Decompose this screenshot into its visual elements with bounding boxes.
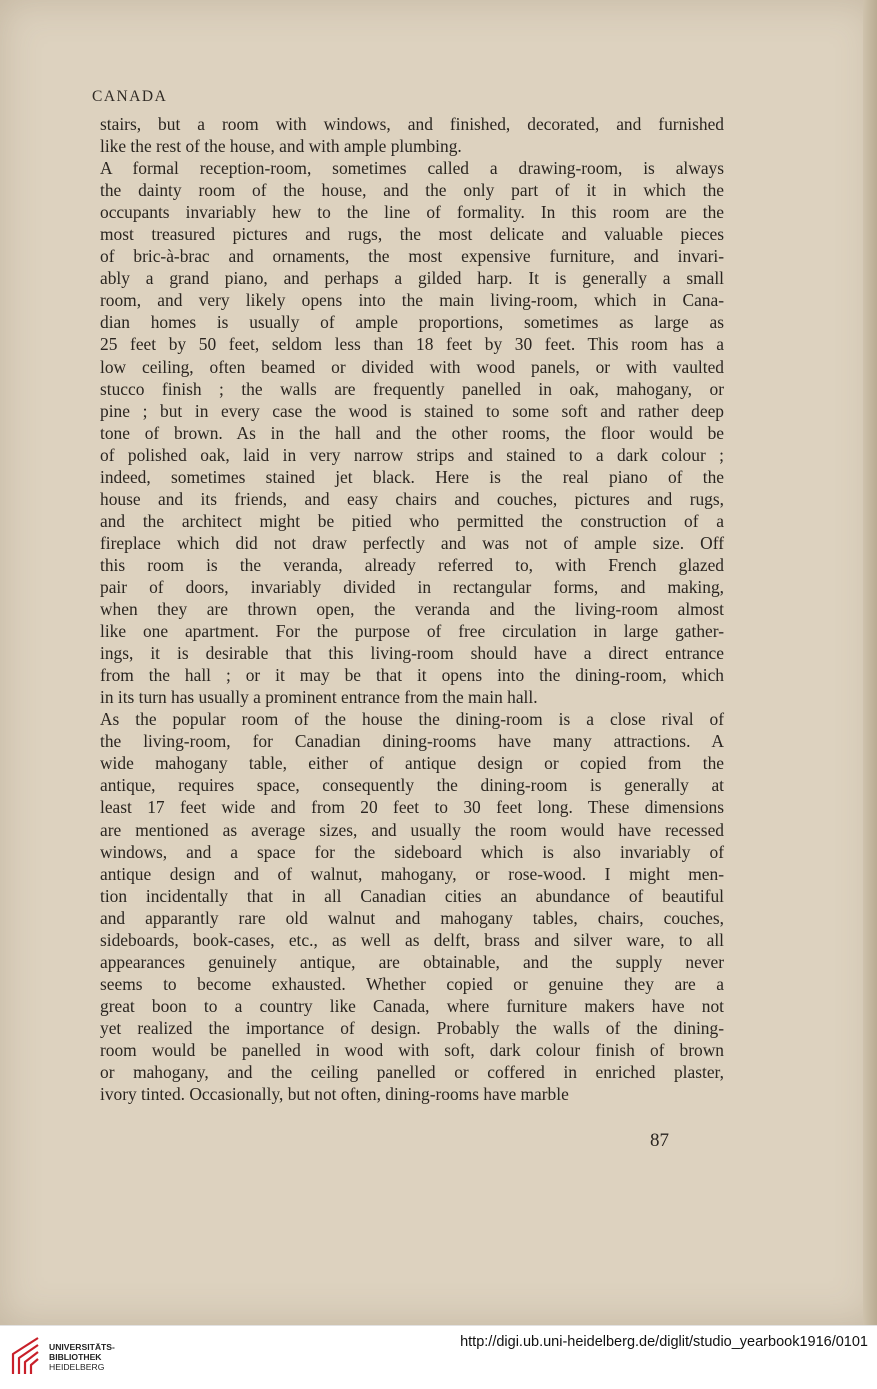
text-line: low ceiling, often beamed or divided with wood panels, or with vaulted <box>100 356 724 377</box>
text-line: of bric-à-brac and ornaments, the most expensive furniture, and invari- <box>100 246 724 267</box>
text-line: from the hall ; or it may be that it opens into the dining-room, which <box>100 665 724 686</box>
text-line: A formal reception-room, sometimes called a drawing-room, is always <box>100 158 724 179</box>
text-line: yet realized the importance of design. Probably the walls of the dining- <box>100 1017 724 1038</box>
text-line: occupants invariably hew to the line of formality. In this room are the <box>100 202 724 223</box>
text-line: pair of doors, invariably divided in rectangular forms, and making, <box>100 576 724 597</box>
running-head: CANADA <box>92 88 168 105</box>
text-line: ivory tinted. Occasionally, but not often, dining-rooms have marble <box>100 1084 569 1105</box>
text-line: in its turn has usually a prominent entrance from the main hall. <box>100 687 538 708</box>
text-line: of polished oak, laid in very narrow strips and stained to a dark colour ; <box>100 444 724 465</box>
text-line: fireplace which did not draw perfectly and was not of ample size. Off <box>100 532 724 553</box>
library-name-line2: BIBLIOTHEK <box>49 1351 102 1362</box>
text-line: antique, requires space, consequently the dining-room is generally at <box>100 775 724 796</box>
text-line: windows, and a space for the sideboard which is also invariably of <box>100 841 724 862</box>
text-line: the dainty room of the house, and the only part of it in which the <box>100 180 724 201</box>
text-line: the living-room, for Canadian dining-rooms have many attractions. A <box>100 731 724 752</box>
library-name-line3: HEIDELBERG <box>49 1361 105 1372</box>
text-line: are mentioned as average sizes, and usually the room would have recessed <box>100 819 724 840</box>
library-name <box>49 1343 115 1372</box>
text-line: sideboards, book-cases, etc., as well as delft, brass and silver ware, to all <box>100 929 724 950</box>
text-line: 25 feet by 50 feet, seldom less than 18 feet by 30 feet. This room has a <box>100 334 724 355</box>
text-line: great boon to a country like Canada, where furniture makers have not <box>100 995 724 1016</box>
text-line: As the popular room of the house the dining-room is a close rival of <box>100 709 724 730</box>
text-line: like one apartment. For the purpose of free circulation in large gather- <box>100 621 724 642</box>
text-line: stairs, but a room with windows, and finished, decorated, and furnished <box>100 114 724 134</box>
page-number: 87 <box>650 1130 669 1151</box>
text-line: most treasured pictures and rugs, the most delicate and valuable pieces <box>100 224 724 245</box>
text-line: and apparantly rare old walnut and mahogany tables, chairs, couches, <box>100 907 724 928</box>
body-text <box>100 113 724 1105</box>
text-line: wide mahogany table, either of antique design or copied from the <box>100 753 724 774</box>
text-line: when they are thrown open, the veranda and the living-room almost <box>100 599 724 620</box>
text-line: like the rest of the house, and with ample plumbing. <box>100 136 462 157</box>
text-line: pine ; but in every case the wood is stained to some soft and rather deep <box>100 400 724 421</box>
text-line: tone of brown. As in the hall and the other rooms, the floor would be <box>100 422 724 443</box>
text-line: and the architect might be pitied who permitted the construction of a <box>100 510 724 531</box>
text-line: stucco finish ; the walls are frequently panelled in oak, mahogany, or <box>100 378 724 399</box>
text-line: this room is the veranda, already referred to, with French glazed <box>100 554 724 575</box>
library-logo-icon[interactable] <box>10 1334 42 1378</box>
text-line: dian homes is usually of ample proportions, sometimes as large as <box>100 312 724 333</box>
text-line: tion incidentally that in all Canadian cities an abundance of beautiful <box>100 885 724 906</box>
text-line: ably a grand piano, and perhaps a gilded harp. It is generally a small <box>100 268 724 289</box>
text-line: antique design and of walnut, mahogany, or rose-wood. I might men- <box>100 863 724 884</box>
text-line: room, and very likely opens into the main living-room, which in Cana- <box>100 290 724 311</box>
source-url-link[interactable]: http://digi.ub.uni-heidelberg.de/diglit/studio_yearbook1916/0101 <box>460 1334 868 1350</box>
library-name-line1: UNIVERSITÄTS- <box>49 1342 115 1352</box>
page-edge <box>863 0 877 1325</box>
text-line: indeed, sometimes stained jet black. Here is the real piano of the <box>100 466 724 487</box>
text-line: room would be panelled in wood with soft, dark colour finish of brown <box>100 1039 724 1060</box>
text-line: appearances genuinely antique, are obtainable, and the supply never <box>100 951 724 972</box>
text-line: house and its friends, and easy chairs and couches, pictures and rugs, <box>100 488 724 509</box>
text-line: least 17 feet wide and from 20 feet to 30 feet long. These dimensions <box>100 797 724 818</box>
text-line: or mahogany, and the ceiling panelled or coffered in enriched plaster, <box>100 1062 724 1083</box>
text-line: ings, it is desirable that this living-room should have a direct entrance <box>100 643 724 664</box>
text-line: seems to become exhausted. Whether copied or genuine they are a <box>100 973 724 994</box>
